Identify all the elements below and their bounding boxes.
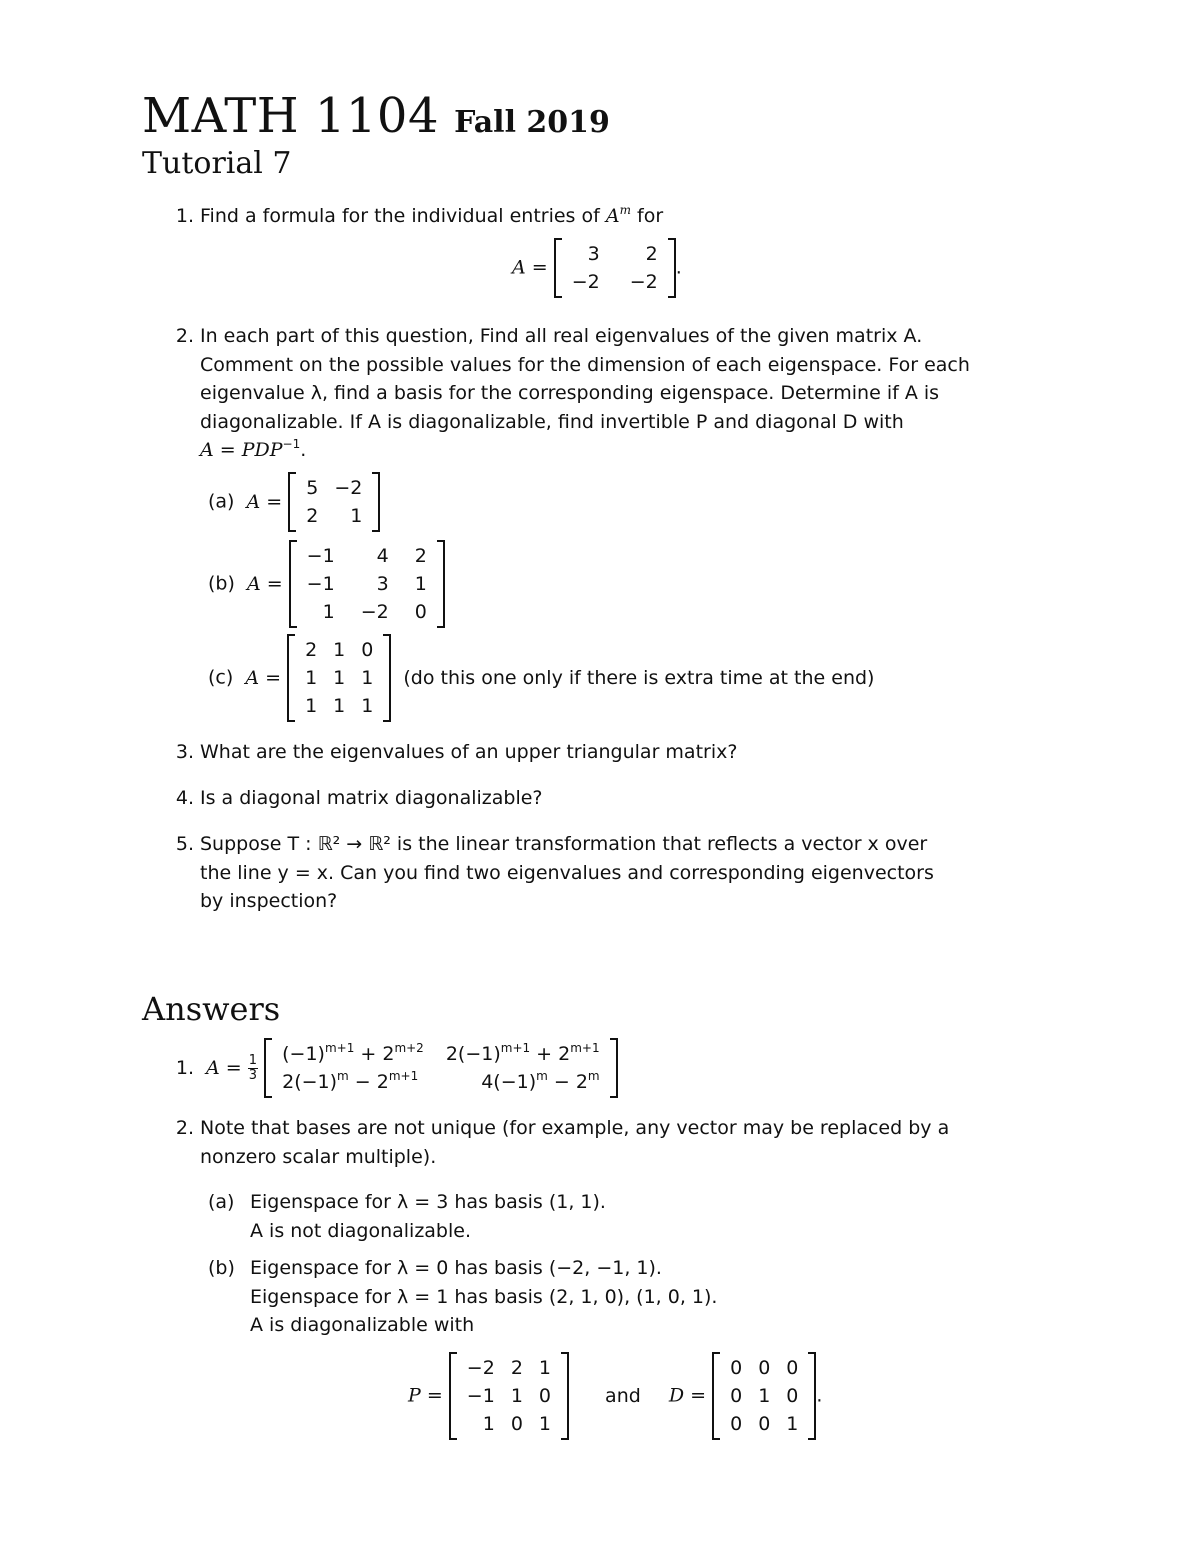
matrix-cell: 0 (730, 1385, 743, 1407)
lhs: A = (246, 490, 283, 513)
answer-line: A is not diagonalizable. (250, 1219, 472, 1242)
matrix-cell: 0 (758, 1357, 771, 1379)
q2-part-c (208, 634, 874, 722)
fraction-denominator: 3 (248, 1067, 258, 1083)
matrix-cell: 1 (414, 573, 427, 595)
answer-line: Eigenspace for λ = 0 has basis (−2, −1, 1). (250, 1257, 662, 1279)
matrix-cell: 1 (305, 695, 318, 717)
question-2 (168, 322, 996, 465)
answer-line: nonzero scalar multiple). (200, 1145, 437, 1168)
matrix-cell: 2 (645, 243, 658, 265)
matrix-cell: −2 (629, 271, 658, 293)
part-label: (b) (208, 572, 235, 595)
matrix-cell: $2(-1)^m - 2^{m+1}$ (282, 1069, 419, 1093)
question-line: Comment on the possible values for the dimension of each eigenspace. For each (200, 353, 970, 376)
and-word: and (605, 1384, 641, 1407)
question-text: What are the eigenvalues of an upper triangular matrix? (200, 741, 738, 763)
matrix-cell: 1 (538, 1357, 551, 1379)
question-line: Suppose T : ℝ² → ℝ² is the linear transformation that reflects a vector x over (200, 833, 928, 855)
question-number: 4. (175, 787, 194, 809)
matrix-cell: $(-1)^{m+1} + 2^{m+2}$ (282, 1041, 424, 1065)
subtitle: Tutorial 7 (142, 146, 292, 181)
answer-line: Eigenspace for λ = 3 has basis (1, 1). (250, 1191, 606, 1213)
matrix-cell: 0 (786, 1357, 799, 1379)
answer-line: Eigenspace for λ = 1 has basis (2, 1, 0), (1, 0, 1). (250, 1285, 718, 1308)
fraction (248, 1054, 258, 1083)
q1-matrix-equation (512, 238, 682, 298)
lhs: A = (245, 666, 282, 689)
part-label: (c) (208, 666, 234, 689)
matrix-cell: 1 (361, 695, 374, 717)
question-line (200, 436, 996, 465)
matrix-cell: 1 (482, 1413, 495, 1435)
lhs: A = (246, 572, 283, 595)
part-label: (a) (208, 1191, 235, 1213)
course-code: MATH 1104 (142, 88, 439, 144)
exponent: m (619, 203, 631, 217)
matrix-cell: 5 (306, 477, 319, 499)
matrix-cell: 1 (333, 639, 346, 661)
q2-part-b (208, 540, 445, 628)
answer-number: 2. (175, 1117, 194, 1139)
question-number: 5. (175, 833, 194, 855)
matrix-cell: 0 (510, 1413, 523, 1435)
matrix-cell: 1 (758, 1385, 771, 1407)
matrix (287, 634, 391, 722)
question-3 (168, 738, 996, 767)
period: . (816, 1384, 823, 1407)
matrix-cell: 0 (538, 1385, 551, 1407)
matrix-cell: 2 (510, 1357, 523, 1379)
matrix-cell: −2 (334, 477, 363, 499)
matrix-cell: −1 (306, 573, 335, 595)
question-4 (168, 784, 996, 813)
matrix-p (449, 1352, 569, 1440)
question-text: Is a diagonal matrix diagonalizable? (200, 787, 543, 809)
question-text: Find a formula for the individual entries of (200, 205, 600, 227)
question-line: the line y = x. Can you find two eigenvalues and corresponding eigenvectors (200, 861, 934, 884)
matrix-cell: 1 (361, 667, 374, 689)
question-1 (168, 202, 996, 231)
part-label: (b) (208, 1257, 235, 1279)
question-text-tail: for (637, 205, 664, 227)
q2-part-a (208, 472, 380, 532)
question-line: by inspection? (200, 890, 338, 913)
matrix-cell: 0 (786, 1385, 799, 1407)
matrix-cell: 2 (306, 505, 319, 527)
answer-2 (168, 1114, 996, 1171)
period: . (675, 256, 682, 279)
question-number: 2. (175, 325, 194, 347)
lhs-p: P = (408, 1384, 443, 1407)
matrix (264, 1038, 618, 1098)
matrix-cell: $2(-1)^{m+1} + 2^{m+1}$ (445, 1041, 600, 1065)
matrix-cell: 1 (538, 1413, 551, 1435)
question-number: 1. (175, 205, 194, 227)
question-line: In each part of this question, Find all real eigenvalues of the given matrix A. (200, 325, 923, 347)
answer-2b-matrices (408, 1352, 822, 1440)
matrix-cell: 0 (414, 601, 427, 623)
answer-2-part-a (208, 1188, 606, 1242)
exponent: −1 (282, 437, 301, 452)
matrix-cell: −1 (466, 1385, 495, 1407)
matrix (288, 472, 380, 532)
lhs-d: D = (668, 1384, 707, 1407)
fraction-numerator: 1 (248, 1052, 258, 1068)
matrix-cell: 3 (587, 243, 600, 265)
matrix-cell: 4 (376, 545, 389, 567)
matrix-cell: −1 (306, 545, 335, 567)
answer-line: Note that bases are not unique (for example, any vector may be replaced by a (200, 1117, 950, 1139)
matrix-cell: 0 (758, 1413, 771, 1435)
matrix-cell: 3 (376, 573, 389, 595)
matrix-cell: 1 (305, 667, 318, 689)
question-line: eigenvalue λ, find a basis for the corresponding eigenspace. Determine if A is (200, 382, 940, 405)
lhs: A = (206, 1056, 242, 1079)
matrix-cell: 0 (361, 639, 374, 661)
matrix-d (712, 1352, 816, 1440)
question-5 (168, 830, 996, 916)
matrix-cell: 0 (730, 1413, 743, 1435)
matrix (554, 238, 676, 298)
question-line: diagonalizable. If A is diagonalizable, find invertible P and diagonal D with (200, 410, 904, 433)
term: Fall 2019 (454, 105, 610, 140)
part-note: (do this one only if there is extra time at the end) (403, 666, 875, 689)
matrix-cell: 1 (333, 667, 346, 689)
page-title (142, 88, 610, 144)
question-number: 3. (175, 741, 194, 763)
matrix-cell: 0 (730, 1357, 743, 1379)
matrix-cell: $4(-1)^m - 2^m$ (481, 1069, 600, 1093)
matrix-cell: 1 (333, 695, 346, 717)
answer-2-part-b (208, 1254, 718, 1337)
matrix-cell: −2 (466, 1357, 495, 1379)
answer-1 (168, 1038, 618, 1098)
matrix-symbol: A (605, 205, 620, 227)
matrix-cell: 1 (786, 1413, 799, 1435)
equation: A = PDP (200, 439, 283, 462)
answer-line: A is diagonalizable with (250, 1314, 475, 1337)
matrix-cell: 2 (414, 545, 427, 567)
matrix-cell: 1 (322, 601, 335, 623)
matrix-cell: 1 (510, 1385, 523, 1407)
matrix-cell: −2 (571, 271, 600, 293)
period: . (300, 439, 307, 462)
matrix (289, 540, 445, 628)
lhs: A = (512, 256, 548, 279)
part-label: (a) (208, 490, 235, 513)
matrix-cell: 1 (350, 505, 363, 527)
matrix-cell: −2 (360, 601, 389, 623)
answer-number: 1. (175, 1056, 194, 1079)
matrix-cell: 2 (305, 639, 318, 661)
answers-heading: Answers (142, 990, 281, 1028)
